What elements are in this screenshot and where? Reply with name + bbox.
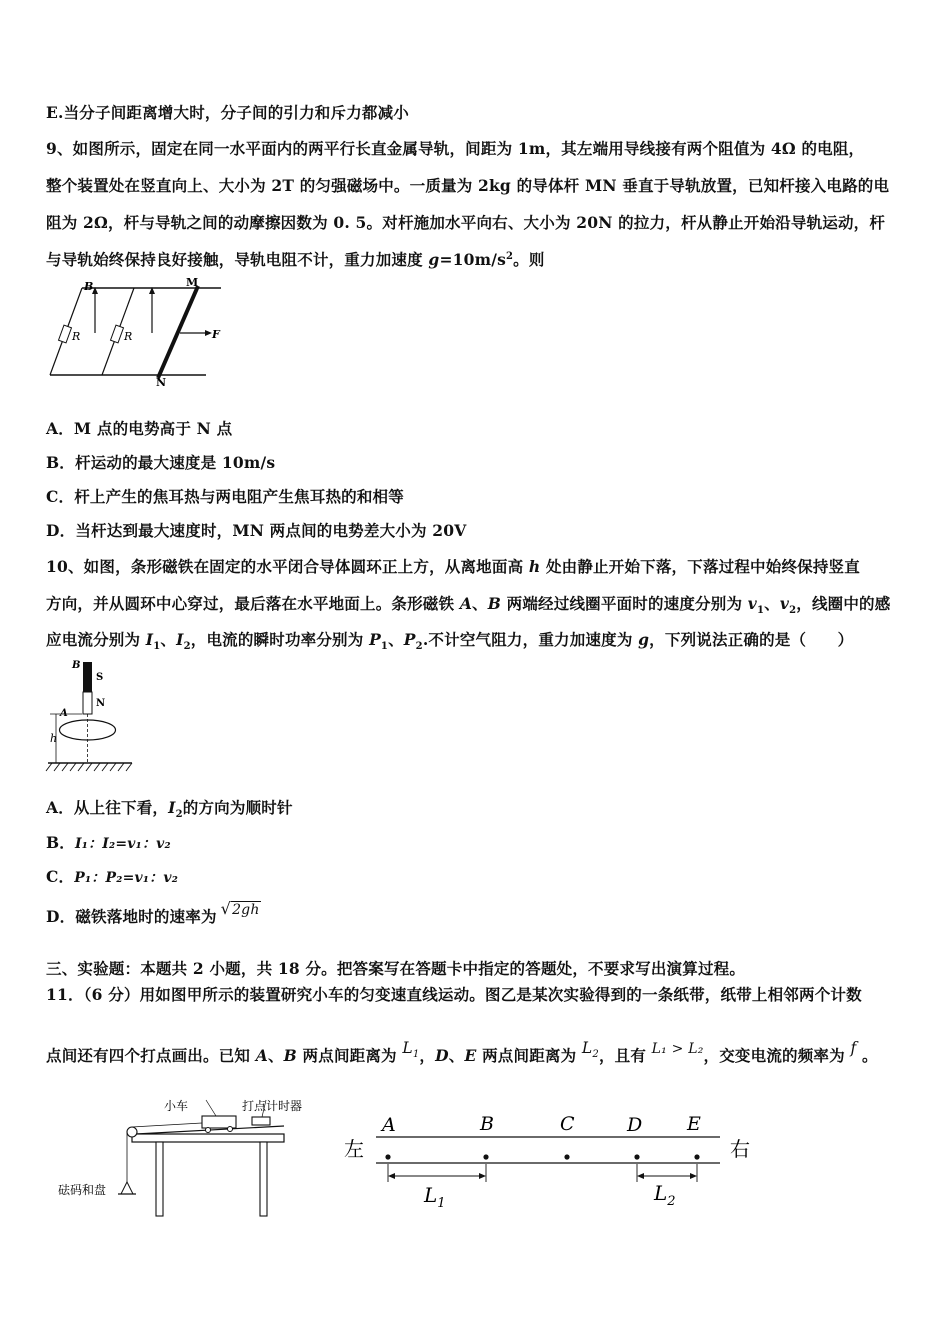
- tape-dot-e: [694, 1154, 699, 1159]
- symbol: I: [168, 798, 176, 817]
- text: .不计空气阻力，重力加速度为: [422, 630, 639, 649]
- label-m: M: [186, 276, 199, 289]
- subscript: 2: [183, 641, 191, 653]
- resistor-2: [111, 325, 124, 343]
- arrowhead: [690, 1173, 697, 1179]
- text: 处由静止开始下落，下落过程中始终保持竖直: [540, 557, 860, 576]
- text: 、: [160, 630, 177, 649]
- symbol: B: [487, 594, 502, 613]
- symbol: L: [654, 1181, 668, 1205]
- q9-option-c: C．杆上产生的焦耳热与两电阻产生焦耳热的和相等: [46, 487, 404, 506]
- q10-magnet-ring-diagram: [46, 658, 146, 776]
- q10-stem-line3: [46, 628, 912, 652]
- text: 两端经过线圈平面时的速度分别为: [501, 594, 748, 613]
- text: ，下列说法正确的是（ ）: [649, 630, 854, 649]
- math-l1: [402, 1039, 420, 1061]
- q11-tape-diagram: [340, 1106, 780, 1214]
- wheel: [228, 1127, 233, 1132]
- q9-rail-diagram: [46, 278, 226, 388]
- q9-stem-line2: 整个装置处在竖直向上、大小为 2T 的匀强磁场中。一质量为 2kg 的导体杆 MN 垂直于导轨放置，已知杆接入电路的电: [46, 176, 890, 195]
- q10-stem-line2: [46, 592, 912, 616]
- q9-option-b: B．杆运动的最大速度是 10m/s: [46, 453, 276, 472]
- point-label-b: B: [480, 1113, 494, 1135]
- math-l2: [581, 1039, 599, 1061]
- sqrt-icon: √: [220, 899, 232, 918]
- dim-label-l2: [653, 1181, 676, 1209]
- symbol: L: [424, 1183, 438, 1207]
- tape-dot-a: [385, 1154, 390, 1159]
- subscript: 2: [789, 605, 797, 617]
- weight-hanger: [121, 1182, 133, 1194]
- symbol: L: [402, 1039, 413, 1057]
- tape-dot-b: [483, 1154, 488, 1159]
- label-weights: 砝码和盘: [58, 1183, 107, 1197]
- table-leg: [260, 1142, 267, 1216]
- subscript: 1: [380, 641, 389, 653]
- text: B．: [46, 833, 76, 852]
- text: ，且有: [598, 1046, 652, 1065]
- symbol: I: [176, 630, 184, 649]
- text: 两点间距离为: [296, 1046, 403, 1065]
- text: 点间还有四个打点画出。已知: [46, 1046, 256, 1065]
- string: [132, 1123, 202, 1127]
- label-f: F: [212, 328, 220, 341]
- text: 10、如图，条形磁铁在固定的水平闭合导体圆环正上方，从离地面高: [46, 557, 529, 576]
- text: =10m/s: [439, 250, 506, 269]
- math-expression: I₁：I₂=v₁：v₂: [75, 836, 171, 852]
- magnet-n-pole: [83, 692, 92, 714]
- q11-stem-line1: 11．（6 分）用如图甲所示的装置研究小车的匀变速直线运动。图乙是某次实验得到的一条纸带，纸带上相邻两个计数: [46, 985, 862, 1004]
- tape-dot-c: [564, 1154, 569, 1159]
- label-cart: 小车: [164, 1099, 189, 1113]
- text: 、: [267, 1046, 284, 1065]
- resistor-1: [59, 325, 72, 343]
- q11-apparatus-diagram: [56, 1082, 303, 1220]
- subscript: 2: [415, 641, 423, 653]
- subscript: 2: [667, 1194, 676, 1209]
- symbol: L: [581, 1039, 593, 1057]
- math-inequality: L₁ > L₂: [651, 1041, 704, 1057]
- point-label-c: C: [560, 1113, 575, 1135]
- text: D．磁铁落地时的速率为: [46, 907, 217, 926]
- tape-dot-d: [634, 1154, 639, 1159]
- table-leg: [156, 1142, 163, 1216]
- q11-stem-line2: [46, 1039, 912, 1068]
- wheel: [206, 1128, 211, 1133]
- text: 方向，并从圆环中心穿过，最后落在水平地面上。条形磁铁: [46, 594, 460, 613]
- symbol-g: g: [428, 250, 440, 269]
- ground-hatch: [46, 763, 132, 771]
- label-timer: 打点计时器: [242, 1099, 303, 1113]
- q10-option-a: [46, 796, 912, 820]
- q10-option-d: [46, 899, 912, 927]
- text: 应电流分别为: [46, 630, 146, 649]
- text: 。则: [513, 250, 545, 269]
- label-b: B: [84, 280, 94, 293]
- text: ，: [419, 1046, 436, 1065]
- q9-option-d: D．当杆达到最大速度时，MN 两点间的电势差大小为 20V: [46, 521, 467, 540]
- q9-stem-line1: 9、如图所示，固定在同一水平面内的两平行长直金属导轨，间距为 1m，其左端用导线接有两个阻值为 4Ω 的电阻，: [46, 139, 865, 158]
- q8-option-e: E.当分子间距离增大时，分子间的引力和斥力都减小: [46, 103, 410, 122]
- symbol-h: h: [528, 557, 541, 576]
- text: C．: [46, 867, 75, 886]
- point-label-e: E: [687, 1113, 701, 1135]
- symbol: P: [403, 630, 416, 649]
- subscript: 2: [592, 1049, 599, 1061]
- label-r2: R: [124, 330, 133, 343]
- label-r1: R: [72, 330, 81, 343]
- symbol: v: [779, 594, 790, 613]
- text: 。: [856, 1046, 878, 1065]
- subscript: 1: [437, 1196, 446, 1211]
- text: A．从上往下看，: [46, 798, 169, 817]
- text: ，交变电流的频率为: [703, 1046, 851, 1065]
- subscript: 2: [175, 809, 183, 821]
- point-label-d: D: [627, 1114, 643, 1136]
- symbol: A: [459, 594, 473, 613]
- symbol: B: [283, 1046, 297, 1065]
- text: 、: [764, 594, 780, 613]
- subscript: 1: [153, 641, 161, 653]
- magnet-s-pole: [83, 662, 92, 692]
- label-n: N: [156, 376, 167, 389]
- arrowhead: [205, 330, 212, 336]
- subscript: 1: [412, 1049, 420, 1061]
- label-n: N: [96, 698, 106, 709]
- dim-label-l1: [423, 1183, 446, 1211]
- rod-mn: [158, 286, 198, 378]
- q9-option-a: A．M 点的电势高于 N 点: [46, 419, 233, 438]
- symbol-f: f: [850, 1039, 857, 1057]
- label-a: A: [60, 708, 68, 719]
- superscript: 2: [506, 250, 514, 262]
- label-b: B: [72, 660, 81, 671]
- arrowhead: [637, 1173, 644, 1179]
- text: 的方向为顺时针: [182, 798, 293, 817]
- label-h: h: [50, 732, 58, 745]
- symbol: P: [369, 630, 381, 649]
- text: 、: [448, 1046, 465, 1065]
- ticker-timer: [252, 1117, 270, 1125]
- symbol: I: [145, 630, 154, 649]
- leader-line: [206, 1100, 216, 1116]
- q9-stem-line4: [46, 248, 912, 270]
- q10-option-b: [46, 831, 912, 853]
- label-left: 左: [344, 1137, 364, 1161]
- point-label-a: A: [382, 1114, 396, 1136]
- symbol: E: [464, 1046, 477, 1065]
- text: ，线圈中的感: [796, 594, 891, 613]
- math-expression: P₁：P₂=v₁：v₂: [74, 870, 179, 886]
- text: ，电流的瞬时功率分别为: [190, 630, 370, 649]
- symbol: D: [435, 1046, 449, 1065]
- symbol: g: [638, 630, 650, 649]
- q10-option-c: [46, 865, 912, 887]
- table-top: [132, 1134, 284, 1142]
- subscript: 1: [756, 605, 765, 617]
- symbol: v: [747, 594, 757, 613]
- arrowhead: [479, 1173, 486, 1179]
- text: 、: [388, 630, 404, 649]
- pulley: [127, 1127, 137, 1137]
- text: 、: [472, 594, 488, 613]
- section3-heading: 三、实验题：本题共 2 小题，共 18 分。把答案写在答题卡中指定的答题处，不要求写出演算过程。: [46, 959, 746, 978]
- text: 两点间距离为: [476, 1046, 582, 1065]
- symbol: A: [255, 1046, 268, 1065]
- label-s: S: [96, 672, 104, 683]
- sqrt-expression: [221, 899, 261, 918]
- arrowhead: [388, 1173, 395, 1179]
- radicand: 2gh: [232, 902, 260, 918]
- q10-stem-line1: [46, 555, 912, 577]
- q9-stem-line3: 阻为 2Ω，杆与导轨之间的动摩擦因数为 0. 5。对杆施加水平向右、大小为 20N 的拉力，杆从静止开始沿导轨运动，杆: [46, 213, 886, 232]
- text: 与导轨始终保持良好接触，导轨电阻不计，重力加速度: [46, 250, 429, 269]
- label-right: 右: [730, 1137, 750, 1161]
